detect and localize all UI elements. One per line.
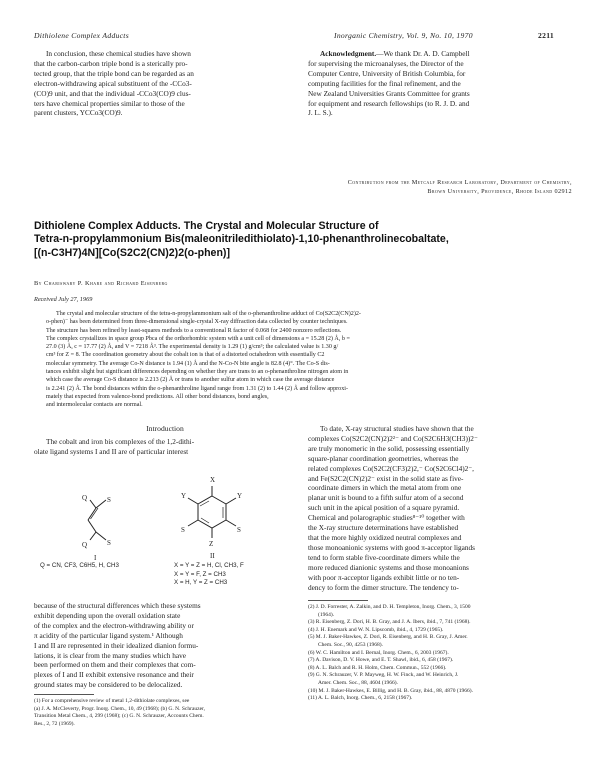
footnote-divider xyxy=(34,694,94,695)
text-line: plexes of I and II exhibit extensive resonance and their xyxy=(34,670,194,680)
footnote-line: Transition Metal Chem., 4, 299 (1968); (c) G. N. Schrauzer, Accounts Chem. xyxy=(34,713,204,720)
text-line: Brown University, Providence, Rhode Island 02912 xyxy=(427,187,572,195)
text-line: with poor π-acceptor ligands exhibit little or no ten- xyxy=(308,572,460,582)
text-line: are truly monomeric in the solid, possessing essentially xyxy=(308,443,470,453)
reference-line: (1964). xyxy=(318,611,335,618)
text-line: exhibit depending upon the overall oxidation state xyxy=(34,610,181,620)
text-line: computing facilities for the final refinement, and the xyxy=(308,78,461,88)
text-line: molecular symmetry. The average Co-N distance is 1.94 (1) Å and the N-Co-N bite angle is 82.8 (4)°. The Co-S dis- xyxy=(46,360,330,367)
text-line: such unit in the apical position of a square pyramid. xyxy=(308,503,460,513)
reference-line: (4) J. H. Enemark and W. N. Lipscomb, ibid., 4, 1729 (1965). xyxy=(308,626,444,633)
atom-Q-bottom: Q xyxy=(82,541,88,549)
label-I: I xyxy=(94,554,97,562)
text-line: Chemical and polarographic studies⁸⁻¹⁰ together with xyxy=(308,513,465,523)
text-line: that the more highly oxidized neutral complexes and xyxy=(308,532,462,542)
text-line: In conclusion, these chemical studies have shown xyxy=(46,49,191,58)
text-line: tected group, that the triple bond can be regarded as an xyxy=(34,68,194,78)
conclusion-paragraph xyxy=(34,49,296,118)
title-line: Tetra-n-propylammonium Bis(maleonitriledithiolato)-1,10-phenanthrolinecobaltate, xyxy=(34,233,449,246)
caption-line: X = H, Y = Z = CH3 xyxy=(174,579,228,587)
text-line: tend to form stable five-coordinate dimers while the xyxy=(308,552,460,562)
introduction-heading: Introduction xyxy=(146,424,184,433)
text-line: 27.0 (3) Å, c = 17.77 (2) Å, and V = 7218 Å³. The experimental density is 1.29 (1) g/cm³; the calculated value is 1.30 g/ xyxy=(46,344,339,351)
caption-II xyxy=(174,562,294,588)
references-divider xyxy=(308,600,368,601)
atom-Q-top: Q xyxy=(82,494,88,502)
footnote-line: (a) J. A. McCleverty, Progr. Inorg. Chem., 10, 49 (1968); (b) G. N. Schrauzer, xyxy=(34,705,206,712)
reference-line: (6) W. C. Hamilton and I. Bernal, Inorg. Chem., 6, 2003 (1967). xyxy=(308,649,449,656)
text-line: that the carbon-carbon triple bond is a sterically pro- xyxy=(34,58,188,68)
atom-S-top: S xyxy=(107,496,111,504)
atom-S-left: S xyxy=(181,526,185,534)
atom-Z: Z xyxy=(209,540,214,548)
abstract xyxy=(46,310,568,410)
text-line: Contribution from the Metcalf Research Laboratory, Department of Chemistry, xyxy=(347,179,572,186)
text-line: complexes Co(S2C2(CN)2)2²⁻ and Co(S2C6H3(CH3))2⁻ xyxy=(308,433,478,443)
text-line: To date, X-ray structural studies have shown that the xyxy=(320,424,474,433)
right-body-paragraph xyxy=(308,424,572,592)
reference-line: Chem. Soc., 90, 4253 (1968). xyxy=(318,641,383,648)
atom-Y-right: Y xyxy=(237,492,243,500)
left-body-paragraph xyxy=(34,601,296,690)
atom-S-right: S xyxy=(237,526,241,534)
text-line: because of the structural differences which these systems xyxy=(34,601,201,610)
text-line: of the complex and the electron-withdrawing ability or xyxy=(34,620,194,630)
received-date: Received July 27, 1969 xyxy=(34,296,93,303)
reference-line: (8) A. L. Balch and R. H. Holm, Chem. Commun., 552 (1966). xyxy=(308,664,447,671)
text-line: and Fe(S2C2(CN)2)2⁻ exist in the solid state as five- xyxy=(308,473,464,483)
text-line: the X-ray structure determinations have established xyxy=(308,523,459,533)
reference-line: Amer. Chem. Soc., 88, 4604 (1966). xyxy=(318,679,398,686)
acknowledgment-paragraph xyxy=(308,49,570,118)
text-line: o-phen)⁻ has been determined from three-dimensional single-crystal X-ray diffraction data collected by counter techniques. xyxy=(46,319,348,326)
atom-S-bottom: S xyxy=(107,539,111,547)
running-title: Dithiolene Complex Adducts xyxy=(34,31,129,40)
intro-paragraph xyxy=(34,437,296,457)
contribution-affiliation xyxy=(220,179,572,196)
page-number: 2211 xyxy=(538,31,554,40)
reference-line: (3) R. Eisenberg, Z. Dori, H. B. Gray, and J. A. Ibers, ibid., 7, 741 (1968). xyxy=(308,619,471,626)
structure-I-bonds xyxy=(88,500,106,540)
text-line: J. L. S.). xyxy=(308,108,333,118)
text-line: ters have chemical properties similar to those of the xyxy=(34,98,185,108)
reference-line: (7) A. Davison, D. V. Howe, and E. T. Shawl, ibid., 6, 458 (1967). xyxy=(308,657,454,664)
text-line: The crystal and molecular structure of the tetra-n-propylammonium salt of the o-phenanthroline adduct of Co(S2C2(CN)2)2- xyxy=(56,311,361,317)
article-title xyxy=(34,220,574,260)
journal-citation: Inorganic Chemistry, Vol. 9, No. 10, 1970 xyxy=(334,31,473,40)
footnote-line: Res., 2, 72 (1969). xyxy=(34,720,75,727)
text-line: dency to form the dimer structure. The tendency to- xyxy=(308,582,459,592)
text-line: planar unit is bound to a fifth sulfur atom of a second xyxy=(308,493,464,503)
reference-line: (11) A. L. Balch, Inorg. Chem., 6, 2158 (1967). xyxy=(308,695,413,702)
text-line: The cobalt and iron bis complexes of the 1,2-dithi- xyxy=(46,437,195,446)
text-line: ground states may be considered to be delocalized. xyxy=(34,680,183,690)
caption-I: Q = CN, CF3, C6H5, H, CH3 xyxy=(40,562,119,569)
caption-line: X = Y = Z = H, Cl, CH3, F xyxy=(174,562,244,569)
title-line: Dithiolene Complex Adducts. The Crystal and Molecular Structure of xyxy=(34,220,379,232)
text-line: lations, it is clear from the many studies which have xyxy=(34,650,186,660)
text-line: tances exhibit slight but significant differences depending on whether they are trans to an o-phenanthroline nitrogen atom in xyxy=(46,369,349,376)
text-line: electron-withdrawing apical substituent of the -CCo3- xyxy=(34,78,192,88)
text-line: for equipment and research fellowships (to R. J. D. and xyxy=(308,98,470,108)
text-line: (CO)9 unit, and that the individual -CCo3(CO)9 clus- xyxy=(34,88,191,98)
atom-Y-left: Y xyxy=(181,492,187,500)
text-line: The structure has been refined by least-squares methods to a conventional R factor of 0.068 for 2400 nonzero reflections. xyxy=(46,327,342,334)
structure-II-bonds xyxy=(188,486,236,538)
text-line: I and II are represented in their idealized dianion formu- xyxy=(34,640,199,650)
reference-line: (5) M. J. Baker-Hawkes, Z. Dori, R. Eisenberg, and H. B. Gray, J. Amer. xyxy=(308,634,468,641)
text-line: parent clusters, YCCo3(CO)9. xyxy=(34,108,123,118)
text-line xyxy=(308,49,570,59)
text-line: square-planar coordination geometries, whereas the xyxy=(308,453,459,463)
text-line: been performed on them and their complexes that com- xyxy=(34,660,196,670)
references xyxy=(308,604,572,703)
text-line: olate ligand systems I and II are of particular interest xyxy=(34,446,189,456)
text-line: and intermolecular contacts are normal. xyxy=(46,402,143,409)
caption-line: X = Y = F, Z = CH3 xyxy=(174,570,226,578)
title-line: [(n-C3H7)4N][Co(S2C2(CN)2)2(o-phen)] xyxy=(34,246,230,259)
text-line: which case the average Co-S distance is 2.213 (2) Å or trans to another sulfur atom in which case the average distance xyxy=(46,377,335,384)
reference-line: (9) G. N. Schrauzer, V. P. Mayweg, H. W. Finck, and W. Heinrich, J. xyxy=(308,672,459,679)
text-line: those monoanionic systems with good π-acceptor ligands xyxy=(308,542,476,552)
label-II: II xyxy=(210,552,215,560)
text-line: The complex crystallizes in space group Pbca of the orthorhombic system with a unit cell of dimensions a = 15.28 (2) Å, b = xyxy=(46,335,350,342)
text-line: coordinate dimers in which the metal atom from one xyxy=(308,483,462,493)
text-line: mately that expected from valence-bond predictions. All other bond distances, bond angles, xyxy=(46,393,269,400)
reference-line: (2) J. D. Forrester, A. Zalkin, and D. H. Templeton, Inorg. Chem., 3, 1500 xyxy=(308,604,471,610)
reference-line: (10) M. J. Baker-Hawkes, E. Billig, and H. B. Gray, ibid., 88, 4870 (1966). xyxy=(308,687,473,694)
footnote-line: (1) For a comprehensive review of metal 1,2-dithiolate complexes, see xyxy=(34,698,190,704)
ack-heading: Acknowledgment. xyxy=(320,49,377,58)
author-line: By Chariswary P. Khare and Richard Eisenberg xyxy=(34,280,168,287)
atom-X: X xyxy=(210,476,216,484)
text-line: Computer Centre, University of British Columbia, for xyxy=(308,68,466,78)
text-span: —We thank Dr. A. D. Campbell xyxy=(376,49,470,58)
text-line: more reduced dianionic systems and those monoanions xyxy=(308,562,469,572)
text-line: New Zealand Universities Grants Committee for grants xyxy=(308,88,470,98)
text-line: is 2.241 (2) Å. The bond distances within the o-phenanthroline ligand range from 1.31 (2) to 1.44 (2) Å and follow approxi- xyxy=(46,385,348,392)
text-line: related complexes Co(S2C2(CF3)2)2,⁻ Co(S2C6Cl4)2⁻, xyxy=(308,463,474,473)
text-line: cm³ for Z = 8. The coordination geometry about the cobalt ion is that of a distorted octahedron with essentially C2 xyxy=(46,352,325,359)
footnotes xyxy=(34,698,296,728)
text-line: π acidity of the particular ligand system.¹ Although xyxy=(34,630,183,640)
text-line: for supervising the microanalyses, the Director of the xyxy=(308,58,464,68)
